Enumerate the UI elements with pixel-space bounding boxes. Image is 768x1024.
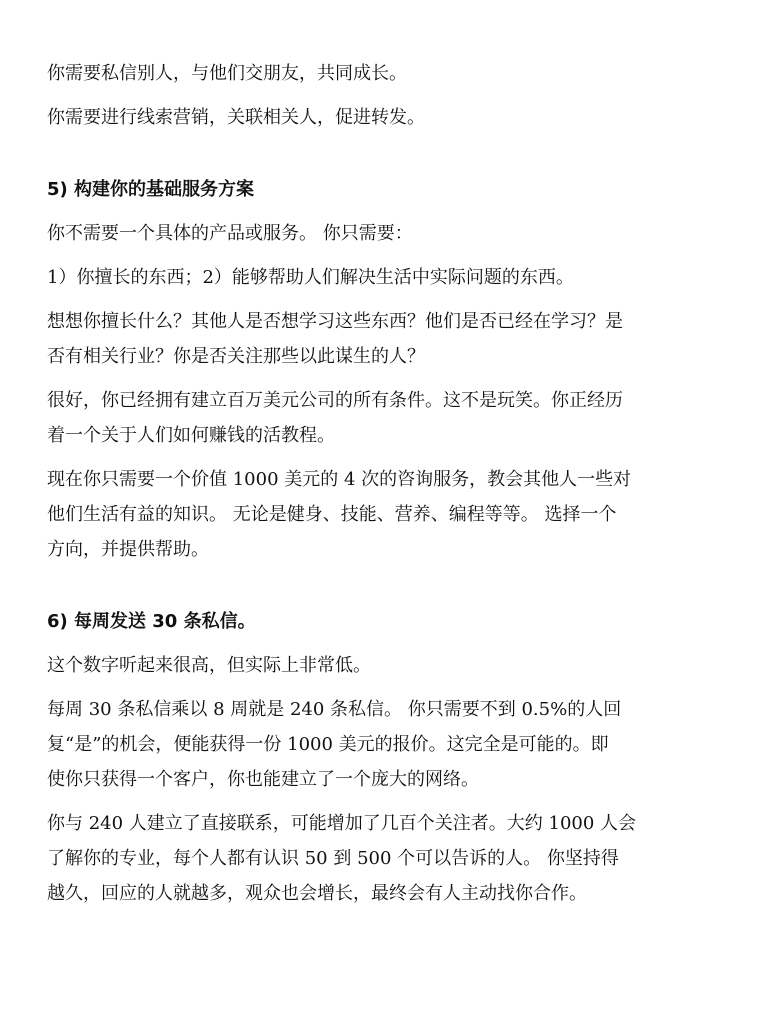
section-5-paragraph-4 <box>47 383 727 453</box>
paragraph-line: 方向，并提供帮助。 <box>47 539 209 560</box>
section-6-paragraph-3 <box>47 806 727 911</box>
paragraph-line: 每周 30 条私信乘以 8 周就是 240 条私信。 你只需要不到 0.5%的人回 <box>47 699 622 720</box>
paragraph-line: 否有相关行业？你是否关注那些以此谋生的人？ <box>47 346 425 367</box>
paragraph-line: 着一个关于人们如何赚钱的活教程。 <box>47 425 335 446</box>
section-5-paragraph-3 <box>47 304 727 374</box>
section-5-paragraph-1: 你不需要一个具体的产品或服务。 你只需要： <box>47 223 413 244</box>
section-5-paragraph-2: 1）你擅长的东西；2）能够帮助人们解决生活中实际问题的东西。 <box>47 267 574 288</box>
paragraph-line: 使你只获得一个客户，你也能建立了一个庞大的网络。 <box>47 769 479 790</box>
section-6-paragraph-2 <box>47 692 727 797</box>
paragraph-line: 你与 240 人建立了直接联系，可能增加了几百个关注者。大约 1000 人会 <box>47 813 637 834</box>
section-5-heading: 5) 构建你的基础服务方案 <box>47 179 255 200</box>
section-6-heading: 6) 每周发送 30 条私信。 <box>47 611 256 632</box>
paragraph-line: 很好，你已经拥有建立百万美元公司的所有条件。这不是玩笑。你正经历 <box>47 390 623 411</box>
paragraph-line: 他们生活有益的知识。 无论是健身、技能、营养、编程等等。 选择一个 <box>47 504 617 525</box>
paragraph-line: 复“是”的机会，便能获得一份 1000 美元的报价。这完全是可能的。即 <box>47 734 609 755</box>
intro-line-2: 你需要进行线索营销，关联相关人，促进转发。 <box>47 107 425 128</box>
paragraph-line: 现在你只需要一个价值 1000 美元的 4 次的咨询服务，教会其他人一些对 <box>47 469 632 490</box>
paragraph-line: 想想你擅长什么？其他人是否想学习这些东西？他们是否已经在学习？是 <box>47 311 623 332</box>
document-page <box>47 56 727 911</box>
paragraph-line: 越久，回应的人就越多，观众也会增长，最终会有人主动找你合作。 <box>47 883 587 904</box>
section-6-paragraph-1: 这个数字听起来很高，但实际上非常低。 <box>47 655 371 676</box>
section-5-paragraph-5 <box>47 462 727 567</box>
intro-line-1: 你需要私信别人，与他们交朋友，共同成长。 <box>47 63 407 84</box>
paragraph-line: 了解你的专业，每个人都有认识 50 到 500 个可以告诉的人。 你坚持得 <box>47 848 619 869</box>
